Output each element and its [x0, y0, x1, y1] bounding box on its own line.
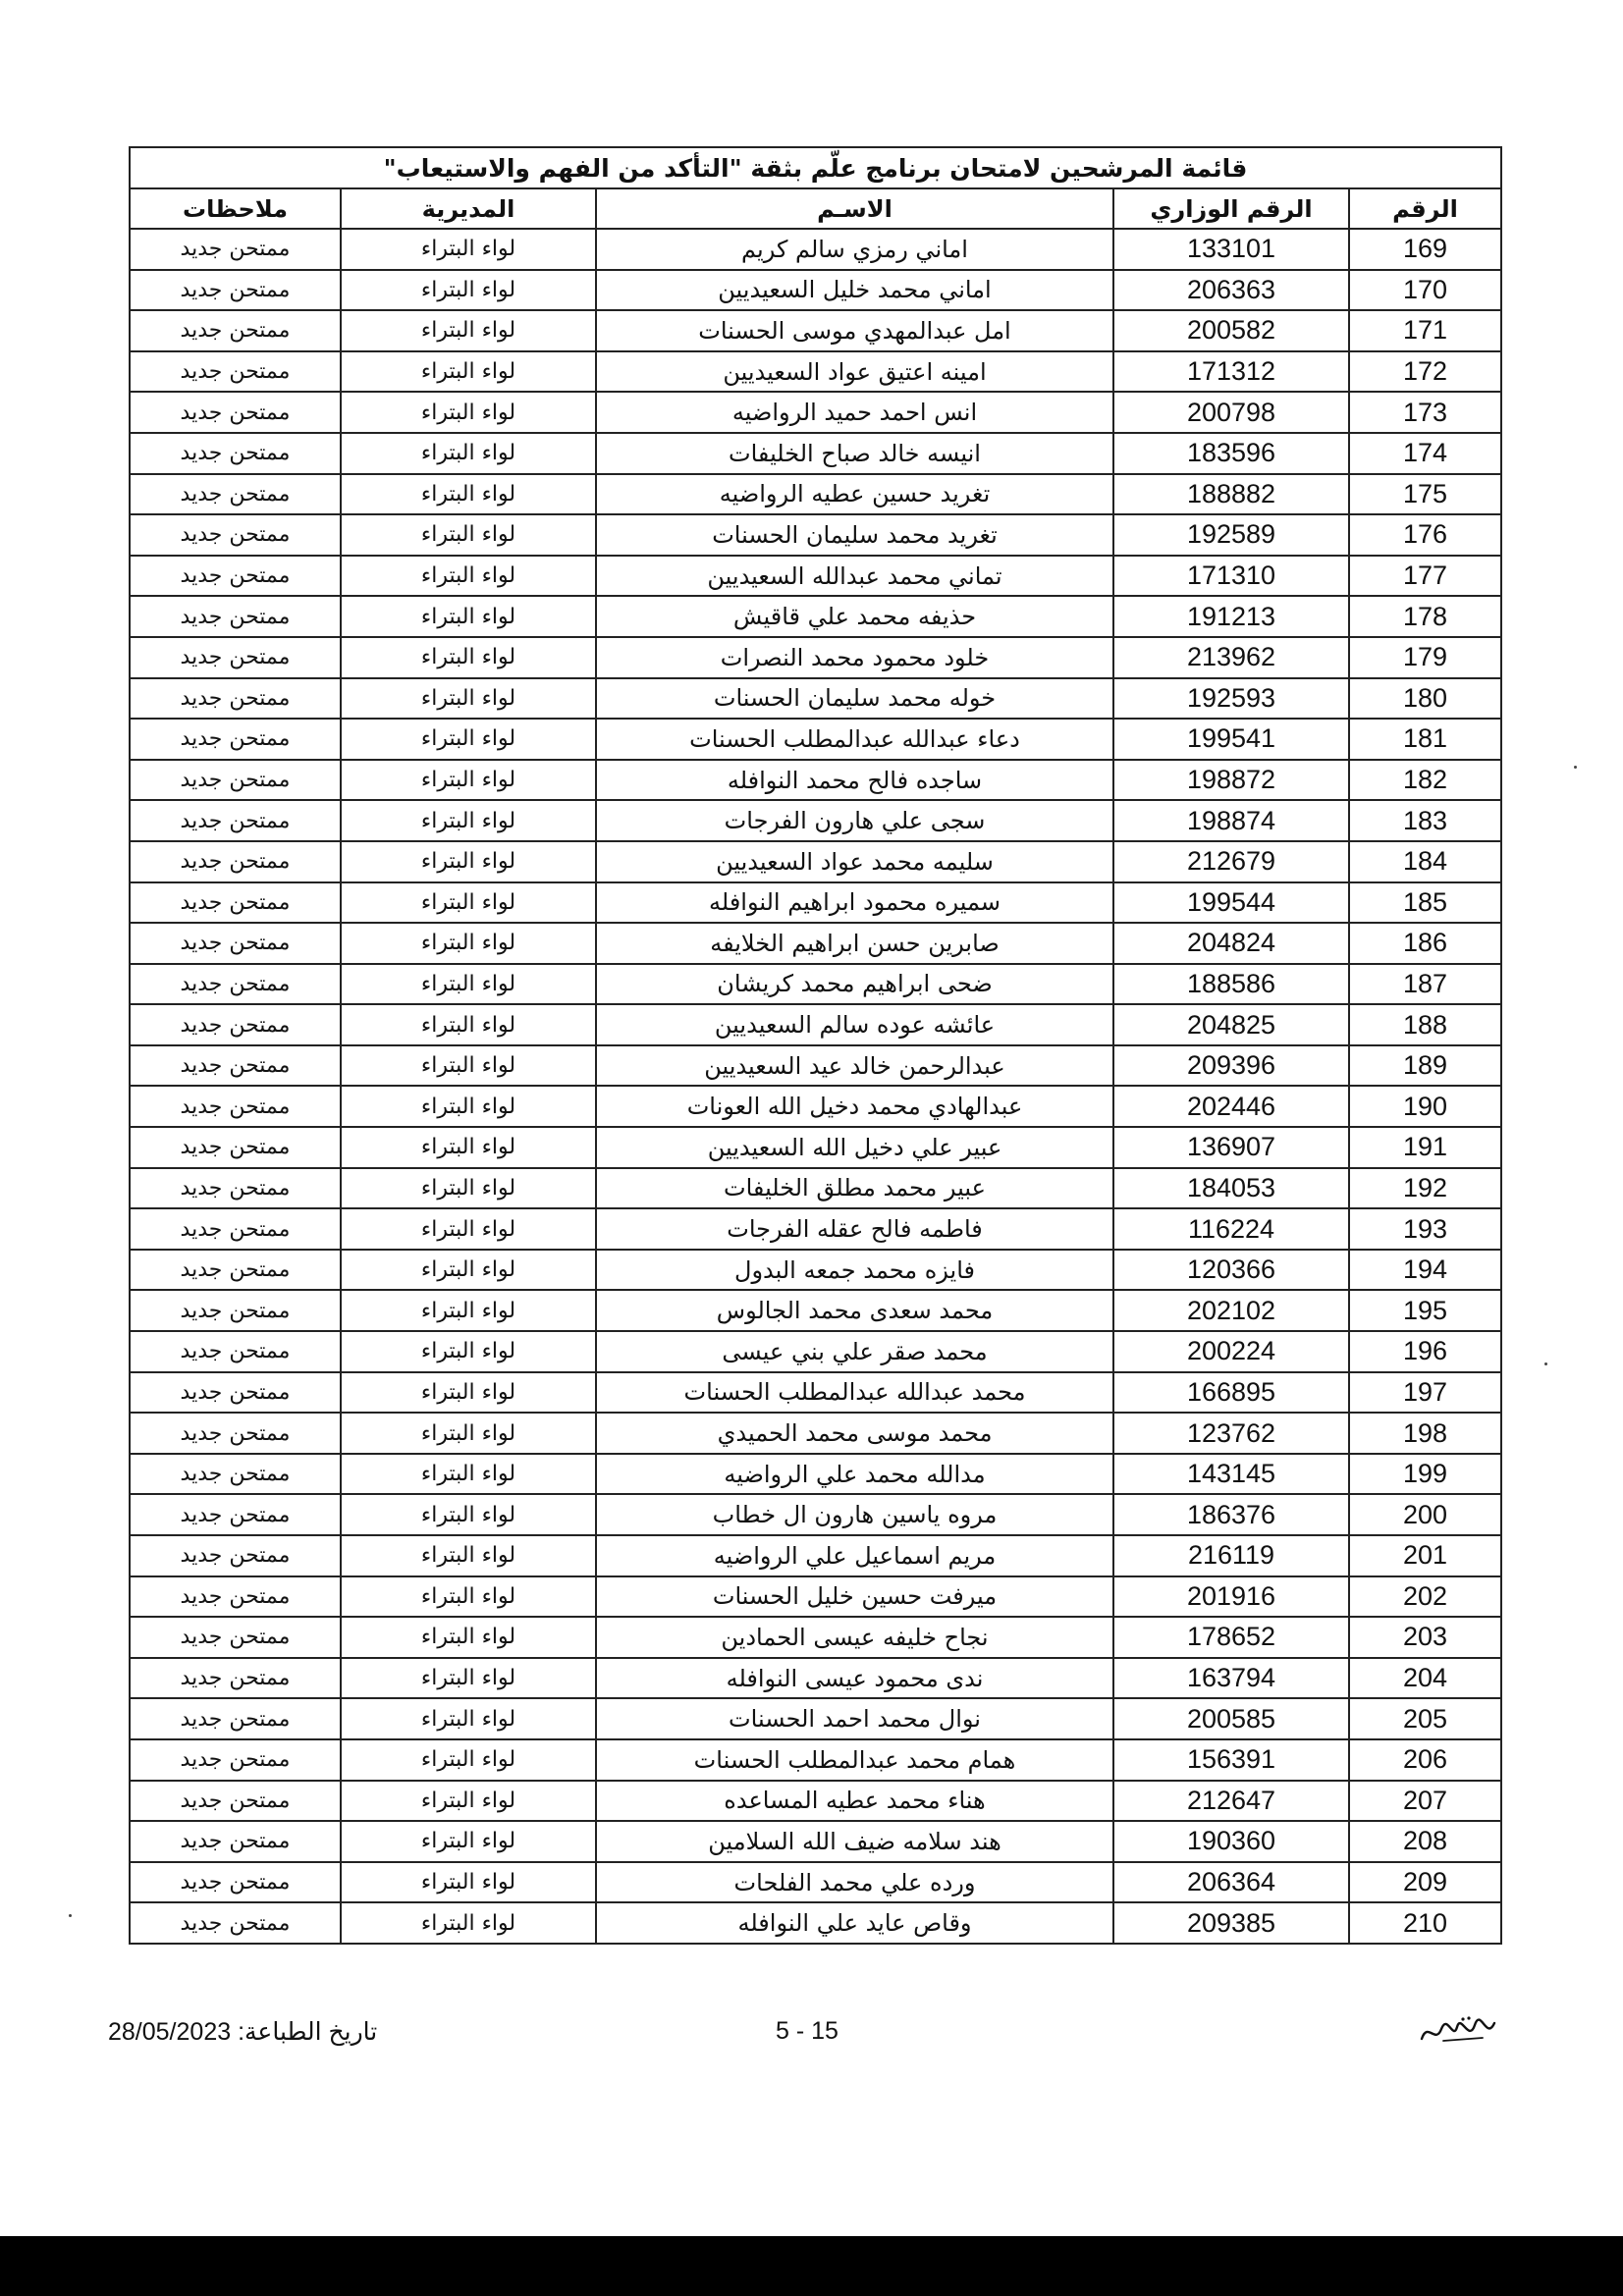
- row-number: 199: [1349, 1454, 1501, 1495]
- row-notes: ممتحن جديد: [130, 1494, 341, 1535]
- row-name: عبدالهادي محمد دخيل الله العونات: [596, 1086, 1113, 1127]
- row-directorate: لواء البتراء: [341, 1781, 596, 1822]
- row-directorate: لواء البتراء: [341, 1372, 596, 1414]
- row-ministry-id: 200582: [1113, 310, 1349, 351]
- row-number: 173: [1349, 392, 1501, 433]
- row-number: 183: [1349, 800, 1501, 841]
- row-directorate: لواء البتراء: [341, 1658, 596, 1699]
- row-name: انيسه خالد صباح الخليفات: [596, 433, 1113, 474]
- row-directorate: لواء البتراء: [341, 719, 596, 760]
- row-notes: ممتحن جديد: [130, 310, 341, 351]
- table-row: [130, 923, 1501, 964]
- row-name: محمد عبدالله عبدالمطلب الحسنات: [596, 1372, 1113, 1414]
- row-ministry-id: 136907: [1113, 1127, 1349, 1168]
- table-row: [130, 1290, 1501, 1331]
- row-name: ساجده فالح محمد النوافله: [596, 760, 1113, 801]
- row-name: ميرفت حسين خليل الحسنات: [596, 1576, 1113, 1618]
- row-ministry-id: 201916: [1113, 1576, 1349, 1618]
- row-ministry-id: 183596: [1113, 433, 1349, 474]
- table-row: [130, 1862, 1501, 1903]
- row-directorate: لواء البتراء: [341, 923, 596, 964]
- print-date: تاريخ الطباعة: 28/05/2023: [108, 2018, 378, 2046]
- row-ministry-id: 199541: [1113, 719, 1349, 760]
- row-name: امل عبدالمهدي موسى الحسنات: [596, 310, 1113, 351]
- table-row: [130, 1250, 1501, 1291]
- row-name: وقاص عايد علي النوافله: [596, 1902, 1113, 1944]
- row-number: 208: [1349, 1821, 1501, 1862]
- row-number: 179: [1349, 637, 1501, 678]
- header-notes: ملاحظات: [130, 188, 341, 229]
- row-directorate: لواء البتراء: [341, 1331, 596, 1372]
- table-row: [130, 1086, 1501, 1127]
- row-directorate: لواء البتراء: [341, 1739, 596, 1781]
- table-row: [130, 1372, 1501, 1414]
- row-ministry-id: 116224: [1113, 1208, 1349, 1250]
- row-directorate: لواء البتراء: [341, 1576, 596, 1618]
- row-ministry-id: 190360: [1113, 1821, 1349, 1862]
- row-name: حذيفه محمد علي قاقيش: [596, 596, 1113, 637]
- row-directorate: لواء البتراء: [341, 556, 596, 597]
- signature-image: [1414, 2011, 1502, 2051]
- row-name: محمد سعدى محمد الجالوس: [596, 1290, 1113, 1331]
- row-directorate: لواء البتراء: [341, 760, 596, 801]
- table-row: [130, 1781, 1501, 1822]
- row-ministry-id: 163794: [1113, 1658, 1349, 1699]
- row-notes: ممتحن جديد: [130, 1004, 341, 1045]
- row-number: 180: [1349, 678, 1501, 720]
- row-ministry-id: 209396: [1113, 1045, 1349, 1087]
- row-name: ورده علي محمد الفلحات: [596, 1862, 1113, 1903]
- table-row: [130, 1413, 1501, 1454]
- row-directorate: لواء البتراء: [341, 1862, 596, 1903]
- row-ministry-id: 184053: [1113, 1168, 1349, 1209]
- row-name: مدالله محمد علي الرواضيه: [596, 1454, 1113, 1495]
- row-name: همام محمد عبدالمطلب الحسنات: [596, 1739, 1113, 1781]
- row-name: محمد موسى محمد الحميدي: [596, 1413, 1113, 1454]
- row-number: 181: [1349, 719, 1501, 760]
- row-notes: ممتحن جديد: [130, 1413, 341, 1454]
- row-name: اماني رمزي سالم كريم: [596, 229, 1113, 270]
- row-ministry-id: 178652: [1113, 1617, 1349, 1658]
- row-notes: ممتحن جديد: [130, 719, 341, 760]
- table-title-row: [130, 147, 1501, 188]
- row-name: هند سلامه ضيف الله السلامين: [596, 1821, 1113, 1862]
- row-number: 209: [1349, 1862, 1501, 1903]
- row-notes: ممتحن جديد: [130, 1045, 341, 1087]
- row-ministry-id: 186376: [1113, 1494, 1349, 1535]
- row-directorate: لواء البتراء: [341, 1821, 596, 1862]
- row-number: 210: [1349, 1902, 1501, 1944]
- row-number: 198: [1349, 1413, 1501, 1454]
- table-row: [130, 1617, 1501, 1658]
- row-notes: ممتحن جديد: [130, 760, 341, 801]
- row-number: 207: [1349, 1781, 1501, 1822]
- table-row: [130, 637, 1501, 678]
- row-ministry-id: 206364: [1113, 1862, 1349, 1903]
- row-notes: ممتحن جديد: [130, 270, 341, 311]
- row-directorate: لواء البتراء: [341, 1454, 596, 1495]
- row-name: عائشه عوده سالم السعيديين: [596, 1004, 1113, 1045]
- row-number: 187: [1349, 964, 1501, 1005]
- row-name: صابرين حسن ابراهيم الخلايفه: [596, 923, 1113, 964]
- row-directorate: لواء البتراء: [341, 1902, 596, 1944]
- row-directorate: لواء البتراء: [341, 514, 596, 556]
- row-number: 186: [1349, 923, 1501, 964]
- table-row: [130, 229, 1501, 270]
- table-row: [130, 1454, 1501, 1495]
- row-notes: ممتحن جديد: [130, 1821, 341, 1862]
- row-directorate: لواء البتراء: [341, 637, 596, 678]
- row-directorate: لواء البتراء: [341, 474, 596, 515]
- row-directorate: لواء البتراء: [341, 433, 596, 474]
- row-notes: ممتحن جديد: [130, 1658, 341, 1699]
- table-row: [130, 760, 1501, 801]
- row-directorate: لواء البتراء: [341, 1698, 596, 1739]
- row-name: تغريد حسين عطيه الرواضيه: [596, 474, 1113, 515]
- table-row: [130, 596, 1501, 637]
- table-row: [130, 1168, 1501, 1209]
- row-number: 176: [1349, 514, 1501, 556]
- row-directorate: لواء البتراء: [341, 882, 596, 924]
- row-number: 195: [1349, 1290, 1501, 1331]
- row-directorate: لواء البتراء: [341, 351, 596, 393]
- row-ministry-id: 192589: [1113, 514, 1349, 556]
- row-number: 170: [1349, 270, 1501, 311]
- row-number: 174: [1349, 433, 1501, 474]
- row-number: 200: [1349, 1494, 1501, 1535]
- table-row: [130, 433, 1501, 474]
- row-notes: ممتحن جديد: [130, 351, 341, 393]
- row-name: مريم اسماعيل علي الرواضيه: [596, 1535, 1113, 1576]
- table-row: [130, 882, 1501, 924]
- row-notes: ممتحن جديد: [130, 1617, 341, 1658]
- row-notes: ممتحن جديد: [130, 1454, 341, 1495]
- row-directorate: لواء البتراء: [341, 678, 596, 720]
- row-name: ندى محمود عيسى النوافله: [596, 1658, 1113, 1699]
- row-directorate: لواء البتراء: [341, 1290, 596, 1331]
- row-directorate: لواء البتراء: [341, 964, 596, 1005]
- row-number: 188: [1349, 1004, 1501, 1045]
- row-name: تماني محمد عبدالله السعيديين: [596, 556, 1113, 597]
- row-directorate: لواء البتراء: [341, 841, 596, 882]
- table-row: [130, 719, 1501, 760]
- table-body: [130, 229, 1501, 1944]
- row-directorate: لواء البتراء: [341, 1045, 596, 1087]
- row-ministry-id: 212679: [1113, 841, 1349, 882]
- row-number: 178: [1349, 596, 1501, 637]
- row-number: 194: [1349, 1250, 1501, 1291]
- row-name: عبير محمد مطلق الخليفات: [596, 1168, 1113, 1209]
- table-row: [130, 1004, 1501, 1045]
- row-name: مروه ياسين هارون ال خطاب: [596, 1494, 1113, 1535]
- row-number: 190: [1349, 1086, 1501, 1127]
- row-ministry-id: 198872: [1113, 760, 1349, 801]
- row-number: 203: [1349, 1617, 1501, 1658]
- row-ministry-id: 198874: [1113, 800, 1349, 841]
- row-notes: ممتحن جديد: [130, 596, 341, 637]
- table-row: [130, 800, 1501, 841]
- row-ministry-id: 213962: [1113, 637, 1349, 678]
- row-name: اماني محمد خليل السعيديين: [596, 270, 1113, 311]
- row-notes: ممتحن جديد: [130, 1127, 341, 1168]
- table-row: [130, 1902, 1501, 1944]
- row-notes: ممتحن جديد: [130, 1250, 341, 1291]
- row-notes: ممتحن جديد: [130, 229, 341, 270]
- row-notes: ممتحن جديد: [130, 1168, 341, 1209]
- row-notes: ممتحن جديد: [130, 1576, 341, 1618]
- row-number: 192: [1349, 1168, 1501, 1209]
- row-notes: ممتحن جديد: [130, 1086, 341, 1127]
- table-title: قائمة المرشحين لامتحان برنامج علّم بثقة "التأكد من الفهم والاستيعاب": [130, 147, 1501, 188]
- row-ministry-id: 191213: [1113, 596, 1349, 637]
- row-name: ضحى ابراهيم محمد كريشان: [596, 964, 1113, 1005]
- row-ministry-id: 216119: [1113, 1535, 1349, 1576]
- row-ministry-id: 202102: [1113, 1290, 1349, 1331]
- row-notes: ممتحن جديد: [130, 1781, 341, 1822]
- row-number: 193: [1349, 1208, 1501, 1250]
- row-number: 175: [1349, 474, 1501, 515]
- row-ministry-id: 123762: [1113, 1413, 1349, 1454]
- row-ministry-id: 192593: [1113, 678, 1349, 720]
- table-row: [130, 514, 1501, 556]
- table-row: [130, 1658, 1501, 1699]
- row-ministry-id: 212647: [1113, 1781, 1349, 1822]
- header-directorate: المديرية: [341, 188, 596, 229]
- row-notes: ممتحن جديد: [130, 841, 341, 882]
- table-row: [130, 310, 1501, 351]
- row-ministry-id: 200224: [1113, 1331, 1349, 1372]
- row-name: فاطمه فالح عقله الفرجات: [596, 1208, 1113, 1250]
- row-name: محمد صقر علي بني عيسى: [596, 1331, 1113, 1372]
- row-number: 169: [1349, 229, 1501, 270]
- table-row: [130, 270, 1501, 311]
- row-number: 205: [1349, 1698, 1501, 1739]
- table-row: [130, 474, 1501, 515]
- table-row: [130, 1698, 1501, 1739]
- table-row: [130, 1821, 1501, 1862]
- row-name: هناء محمد عطيه المساعده: [596, 1781, 1113, 1822]
- row-ministry-id: 204824: [1113, 923, 1349, 964]
- row-ministry-id: 202446: [1113, 1086, 1349, 1127]
- row-notes: ممتحن جديد: [130, 1739, 341, 1781]
- row-directorate: لواء البتراء: [341, 310, 596, 351]
- row-directorate: لواء البتراء: [341, 1086, 596, 1127]
- row-ministry-id: 133101: [1113, 229, 1349, 270]
- row-name: خلود محمود محمد النصرات: [596, 637, 1113, 678]
- row-notes: ممتحن جديد: [130, 882, 341, 924]
- row-notes: ممتحن جديد: [130, 392, 341, 433]
- row-ministry-id: 171310: [1113, 556, 1349, 597]
- row-directorate: لواء البتراء: [341, 800, 596, 841]
- table-row: [130, 1045, 1501, 1087]
- row-number: 197: [1349, 1372, 1501, 1414]
- row-name: نوال محمد احمد الحسنات: [596, 1698, 1113, 1739]
- row-ministry-id: 156391: [1113, 1739, 1349, 1781]
- table-row: [130, 678, 1501, 720]
- row-number: 171: [1349, 310, 1501, 351]
- row-notes: ممتحن جديد: [130, 637, 341, 678]
- row-notes: ممتحن جديد: [130, 1372, 341, 1414]
- row-notes: ممتحن جديد: [130, 1290, 341, 1331]
- row-ministry-id: 120366: [1113, 1250, 1349, 1291]
- row-directorate: لواء البتراء: [341, 1535, 596, 1576]
- table-row: [130, 1739, 1501, 1781]
- candidates-table: [129, 146, 1502, 1945]
- row-ministry-id: 209385: [1113, 1902, 1349, 1944]
- row-number: 177: [1349, 556, 1501, 597]
- row-name: سليمه محمد عواد السعيديين: [596, 841, 1113, 882]
- row-number: 196: [1349, 1331, 1501, 1372]
- row-number: 206: [1349, 1739, 1501, 1781]
- row-notes: ممتحن جديد: [130, 1902, 341, 1944]
- row-notes: ممتحن جديد: [130, 556, 341, 597]
- row-notes: ممتحن جديد: [130, 1698, 341, 1739]
- row-directorate: لواء البتراء: [341, 392, 596, 433]
- row-number: 172: [1349, 351, 1501, 393]
- row-ministry-id: 206363: [1113, 270, 1349, 311]
- page-number: 5 - 15: [776, 2017, 839, 2045]
- table-header-row: [130, 188, 1501, 229]
- row-notes: ممتحن جديد: [130, 1862, 341, 1903]
- table-row: [130, 1208, 1501, 1250]
- scan-speck: [69, 1914, 72, 1917]
- row-notes: ممتحن جديد: [130, 964, 341, 1005]
- row-name: سميره محمود ابراهيم النوافله: [596, 882, 1113, 924]
- table-row: [130, 1494, 1501, 1535]
- table-row: [130, 1127, 1501, 1168]
- table-row: [130, 841, 1501, 882]
- scan-border-bar: [0, 2236, 1623, 2296]
- scan-speck: [1544, 1362, 1547, 1365]
- row-name: انس احمد حميد الرواضيه: [596, 392, 1113, 433]
- row-name: عبير علي دخيل الله السعيديين: [596, 1127, 1113, 1168]
- row-number: 202: [1349, 1576, 1501, 1618]
- row-ministry-id: 199544: [1113, 882, 1349, 924]
- row-name: دعاء عبدالله عبدالمطلب الحسنات: [596, 719, 1113, 760]
- row-name: امينه اعتيق عواد السعيديين: [596, 351, 1113, 393]
- row-number: 191: [1349, 1127, 1501, 1168]
- row-ministry-id: 143145: [1113, 1454, 1349, 1495]
- row-notes: ممتحن جديد: [130, 1331, 341, 1372]
- row-name: عبدالرحمن خالد عيد السعيديين: [596, 1045, 1113, 1087]
- table-row: [130, 1535, 1501, 1576]
- row-notes: ممتحن جديد: [130, 800, 341, 841]
- row-ministry-id: 166895: [1113, 1372, 1349, 1414]
- table-row: [130, 556, 1501, 597]
- row-notes: ممتحن جديد: [130, 514, 341, 556]
- row-notes: ممتحن جديد: [130, 433, 341, 474]
- header-number: الرقم: [1349, 188, 1501, 229]
- candidates-table-container: [131, 146, 1502, 1945]
- row-directorate: لواء البتراء: [341, 1413, 596, 1454]
- row-notes: ممتحن جديد: [130, 474, 341, 515]
- row-notes: ممتحن جديد: [130, 923, 341, 964]
- row-ministry-id: 204825: [1113, 1004, 1349, 1045]
- page-footer: [0, 2017, 1623, 2056]
- table-row: [130, 1331, 1501, 1372]
- row-name: خوله محمد سليمان الحسنات: [596, 678, 1113, 720]
- row-directorate: لواء البتراء: [341, 1617, 596, 1658]
- row-number: 189: [1349, 1045, 1501, 1087]
- row-ministry-id: 188882: [1113, 474, 1349, 515]
- row-directorate: لواء البتراء: [341, 1127, 596, 1168]
- row-notes: ممتحن جديد: [130, 1208, 341, 1250]
- row-directorate: لواء البتراء: [341, 1494, 596, 1535]
- row-number: 185: [1349, 882, 1501, 924]
- row-name: نجاح خليفه عيسى الحمادين: [596, 1617, 1113, 1658]
- row-name: سجى علي هارون الفرجات: [596, 800, 1113, 841]
- row-directorate: لواء البتراء: [341, 270, 596, 311]
- row-notes: ممتحن جديد: [130, 678, 341, 720]
- row-directorate: لواء البتراء: [341, 1004, 596, 1045]
- row-number: 182: [1349, 760, 1501, 801]
- table-row: [130, 392, 1501, 433]
- row-ministry-id: 171312: [1113, 351, 1349, 393]
- row-ministry-id: 188586: [1113, 964, 1349, 1005]
- row-directorate: لواء البتراء: [341, 229, 596, 270]
- row-name: تغريد محمد سليمان الحسنات: [596, 514, 1113, 556]
- row-number: 204: [1349, 1658, 1501, 1699]
- table-row: [130, 1576, 1501, 1618]
- header-ministry-id: الرقم الوزاري: [1113, 188, 1349, 229]
- row-directorate: لواء البتراء: [341, 1208, 596, 1250]
- row-directorate: لواء البتراء: [341, 1168, 596, 1209]
- row-ministry-id: 200798: [1113, 392, 1349, 433]
- row-name: فايزه محمد جمعه البدول: [596, 1250, 1113, 1291]
- table-row: [130, 964, 1501, 1005]
- table-row: [130, 351, 1501, 393]
- header-name: الاسـم: [596, 188, 1113, 229]
- row-ministry-id: 200585: [1113, 1698, 1349, 1739]
- row-number: 201: [1349, 1535, 1501, 1576]
- row-directorate: لواء البتراء: [341, 596, 596, 637]
- row-directorate: لواء البتراء: [341, 1250, 596, 1291]
- scan-speck: [1574, 766, 1577, 769]
- row-notes: ممتحن جديد: [130, 1535, 341, 1576]
- row-number: 184: [1349, 841, 1501, 882]
